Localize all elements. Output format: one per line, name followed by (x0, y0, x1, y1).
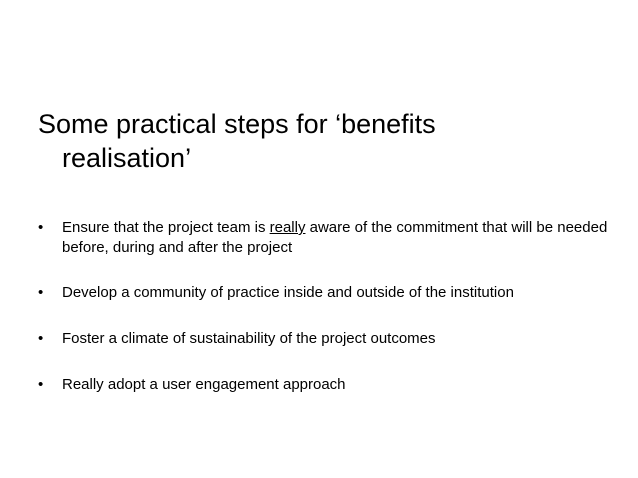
bullet-icon: • (38, 376, 44, 393)
bullet-text: Develop a community of practice inside and outside of the institution (62, 284, 514, 301)
bullet-item-community-of-practice (38, 283, 618, 303)
bullet-emphasis-really: really (269, 219, 306, 236)
bullet-list (38, 218, 618, 395)
bullet-icon: • (38, 284, 44, 301)
bullet-text-start: Ensure that the project team is (62, 219, 270, 236)
bullet-item-user-engagement (38, 375, 618, 395)
bullet-item-team-awareness (38, 218, 618, 258)
slide-title-line-1: Some practical steps for ‘benefits (38, 109, 436, 139)
bullet-icon: • (38, 330, 44, 347)
bullet-icon: • (38, 219, 44, 236)
bullet-text: Foster a climate of sustainability of the project outcomes (62, 330, 436, 347)
bullet-text: Really adopt a user engagement approach (62, 376, 346, 393)
slide-title (38, 107, 622, 175)
bullet-text-end: aware of the commitment that will be needed before, during and after the project (62, 219, 608, 256)
slide-title-line-2: realisation’ (62, 143, 192, 173)
bullet-item-sustainability (38, 329, 618, 349)
